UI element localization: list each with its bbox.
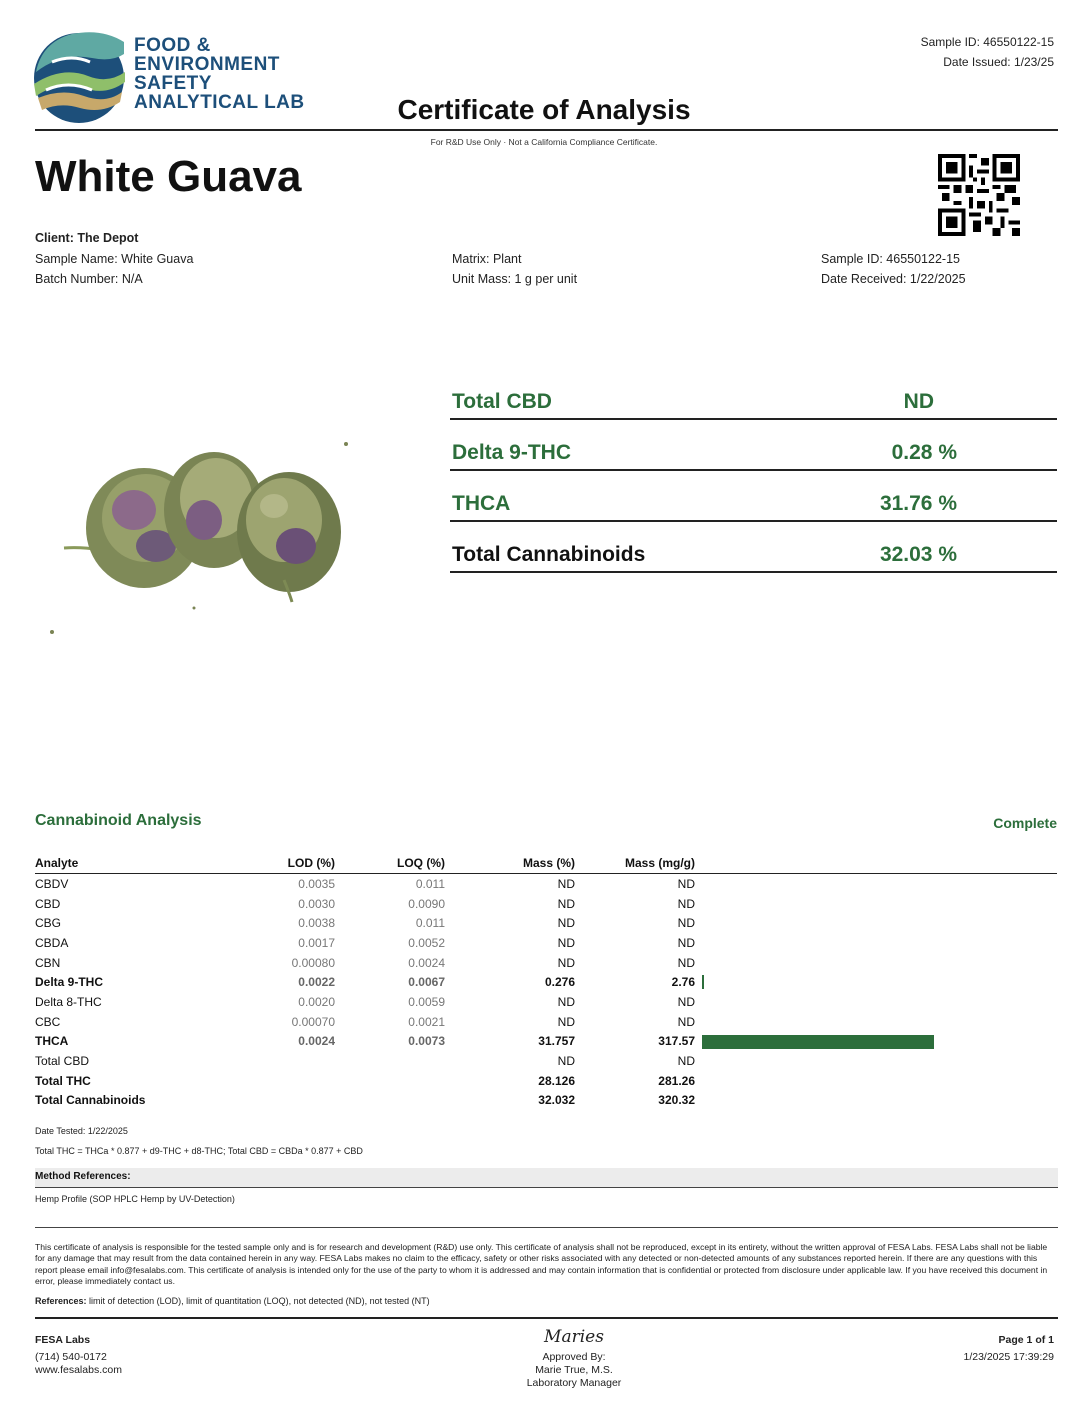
cell-bar (695, 953, 1057, 973)
table-row (35, 913, 1057, 933)
concentration-bar (702, 975, 704, 989)
cell-mass-pct: ND (557, 994, 575, 1009)
cell-lod: 0.00070 (291, 1014, 335, 1029)
summary-value: 31.76 % (879, 492, 957, 515)
table-row (35, 1071, 1057, 1091)
cell-analyte: Total THC (35, 1073, 91, 1088)
cell-lod: 0.0030 (298, 896, 335, 911)
cell-bar (695, 1051, 1057, 1071)
cell-loq: 0.011 (415, 876, 445, 891)
cell-lod: 0.0024 (298, 1034, 335, 1049)
cell-bar (695, 933, 1057, 953)
summary-label: THCA (452, 492, 511, 515)
cell-mass-mg: ND (677, 896, 695, 911)
cell-lod (235, 1051, 335, 1071)
cell-analyte: CBN (35, 955, 61, 970)
title-divider (35, 129, 1058, 131)
logo-line: SAFETY (134, 73, 212, 94)
table-row (35, 1012, 1057, 1032)
cell-lod: 0.0020 (298, 994, 335, 1009)
logo-line: ANALYTICAL LAB (134, 92, 305, 113)
cannabis-bud-illustration (34, 310, 374, 780)
method-references-heading (35, 1168, 1058, 1188)
cell-analyte: CBDA (35, 935, 69, 950)
cell-mass-mg: ND (677, 916, 695, 931)
cell-mass-pct: 31.757 (538, 1034, 575, 1049)
summary-value: 32.03 % (879, 543, 957, 566)
page-title: Certificate of Analysis (397, 94, 691, 125)
client-name: Client: The Depot (35, 231, 139, 245)
cell-analyte: CBC (35, 1014, 61, 1029)
cell-bar (695, 1091, 1057, 1111)
cell-mass-mg: ND (677, 1054, 695, 1069)
table-row (35, 1032, 1057, 1052)
cell-mass-pct: ND (557, 916, 575, 931)
cell-lod: 0.0035 (298, 876, 335, 891)
page-number: Page 1 of 1 (998, 1334, 1054, 1346)
cell-analyte: Total CBD (35, 1054, 90, 1069)
col-header: LOD (%) (235, 855, 335, 874)
cell-mass-mg: 281.26 (658, 1073, 695, 1088)
table-row (35, 894, 1057, 914)
table-row (35, 972, 1057, 992)
table-row (35, 992, 1057, 1012)
col-header: LOQ (%) (335, 855, 445, 874)
table-header-row (35, 855, 1057, 874)
cell-mass-pct: ND (557, 935, 575, 950)
legal-divider (35, 1227, 1058, 1228)
table-row (35, 933, 1057, 953)
cell-bar (695, 1071, 1057, 1091)
cell-bar (695, 894, 1057, 914)
cell-analyte: CBD (35, 896, 61, 911)
summary-row-total-cbd (450, 378, 1057, 420)
cell-mass-pct: 28.126 (538, 1073, 575, 1088)
references-line (35, 1296, 430, 1306)
approver-title: Laboratory Manager (526, 1377, 622, 1389)
cell-loq: 0.0024 (408, 955, 445, 970)
footer-website: www.fesalabs.com (35, 1364, 122, 1376)
cell-loq: 0.0021 (408, 1014, 445, 1029)
header-sample-id: Sample ID: 46550122-15 (920, 35, 1054, 49)
qr-code-icon (938, 154, 1020, 236)
footer-company: FESA Labs (35, 1334, 91, 1346)
summary-label: Delta 9-THC (452, 441, 572, 464)
references-text: limit of detection (LOD), limit of quantitation (LOQ), not detected (ND), not tested (NT) (89, 1296, 430, 1306)
cell-mass-mg: ND (677, 1014, 695, 1029)
cell-analyte: Total Cannabinoids (35, 1093, 146, 1108)
summary-label: Total CBD (452, 390, 552, 413)
cell-loq (335, 1051, 445, 1071)
cell-mass-pct: ND (557, 876, 575, 891)
col-header-bar (695, 855, 1057, 874)
cell-bar (695, 1032, 1057, 1052)
summary-row-delta9 (450, 429, 1057, 471)
summary-value: 0.28 % (891, 441, 957, 464)
cannabinoid-table (35, 855, 1057, 1110)
matrix: Matrix: Plant (452, 252, 522, 266)
cell-mass-mg: 2.76 (671, 975, 695, 990)
table-row (35, 953, 1057, 973)
cell-analyte: Delta 8-THC (35, 994, 102, 1009)
cell-analyte: CBG (35, 916, 62, 931)
cell-lod: 0.0022 (298, 975, 335, 990)
cell-analyte: Delta 9-THC (35, 975, 104, 990)
table-row (35, 1091, 1057, 1111)
analysis-title: Cannabinoid Analysis (35, 812, 202, 829)
summary-row-total-cannabinoids (450, 531, 1057, 573)
cell-mass-mg: ND (677, 955, 695, 970)
sample-name: Sample Name: White Guava (35, 252, 194, 266)
total-formula: Total THC = THCa * 0.877 + d9-THC + d8-THC; Total CBD = CBDa * 0.877 + CBD (35, 1146, 363, 1156)
cell-lod: 0.0017 (298, 935, 335, 950)
cell-mass-mg: 320.32 (658, 1093, 695, 1108)
cell-mass-pct: ND (557, 1014, 575, 1029)
col-header: Analyte (35, 855, 235, 874)
cell-lod: 0.0038 (298, 916, 335, 931)
date-received: Date Received: 1/22/2025 (821, 272, 966, 286)
product-name: White Guava (35, 152, 302, 201)
date-tested: Date Tested: 1/22/2025 (35, 1126, 128, 1136)
summary-label: Total Cannabinoids (452, 543, 646, 566)
cell-mass-mg: ND (677, 876, 695, 891)
method-heading-text: Method References: (35, 1171, 131, 1182)
cell-bar (695, 972, 1057, 992)
cell-loq: 0.0059 (408, 994, 445, 1009)
cell-bar (695, 992, 1057, 1012)
cell-mass-mg: ND (677, 994, 695, 1009)
cell-mass-pct: ND (557, 1054, 575, 1069)
summary-row-thca (450, 480, 1057, 522)
cell-bar (695, 913, 1057, 933)
batch-number: Batch Number: N/A (35, 272, 143, 286)
cell-loq (335, 1071, 445, 1091)
concentration-bar (702, 1035, 934, 1049)
cell-loq (335, 1091, 445, 1111)
unit-mass: Unit Mass: 1 g per unit (452, 272, 578, 286)
rd-disclaimer: For R&D Use Only · Not a California Compliance Certificate. (430, 137, 658, 147)
cell-mass-pct: 0.276 (544, 975, 575, 990)
col-header: Mass (%) (445, 855, 575, 874)
cell-loq: 0.0067 (408, 975, 445, 990)
approver-signature: Maries (544, 1327, 604, 1347)
cell-mass-mg: 317.57 (658, 1034, 695, 1049)
cell-analyte: THCA (35, 1034, 69, 1049)
cell-lod: 0.00080 (291, 955, 335, 970)
col-header: Mass (mg/g) (575, 855, 695, 874)
cell-mass-pct: ND (557, 896, 575, 911)
cell-mass-pct: 32.032 (538, 1093, 575, 1108)
footer-phone: (714) 540-0172 (35, 1351, 107, 1363)
cell-bar (695, 874, 1057, 894)
header-date-issued: Date Issued: 1/23/25 (943, 55, 1054, 69)
cell-loq: 0.0073 (408, 1034, 445, 1049)
summary-value: ND (903, 390, 934, 413)
analysis-status: Complete (993, 815, 1057, 831)
qr-code[interactable] (938, 154, 1020, 236)
cell-loq: 0.011 (415, 916, 445, 931)
footer-timestamp: 1/23/2025 17:39:29 (963, 1351, 1054, 1363)
approver-name: Marie True, M.S. (535, 1364, 613, 1376)
references-label: References: (35, 1296, 87, 1306)
sample-id: Sample ID: 46550122-15 (821, 252, 960, 266)
cell-loq: 0.0052 (408, 935, 445, 950)
cell-lod (235, 1071, 335, 1091)
cell-mass-pct: ND (557, 955, 575, 970)
cell-lod (235, 1091, 335, 1111)
table-row (35, 1051, 1057, 1071)
legal-disclaimer: This certificate of analysis is responsible for the tested sample only and is for research and development (R&D) use only. This certificate of analysis shall not be reproduced, except in its entirety, without the written approval of FESA Labs. FESA Labs shall not be liable for any damage that may result from the data contained herein in any way. FESA Labs makes no claim to the efficacy, safety or other risks associated with any detected or non-detected amounts of any substances reported herein. If there are any questions with this report please email info@fesalabs.com. This certificate of analysis is intended only for the use of the party to whom it is addressed and may contain information that is confidential or protected from disclosure under applicable law. If you have received this document in error, please immediately contact us. (35, 1242, 1048, 1286)
cell-loq: 0.0090 (408, 896, 445, 911)
table-row (35, 874, 1057, 894)
product-photo (34, 310, 374, 780)
cell-analyte: CBDV (35, 876, 69, 891)
logo-line: ENVIRONMENT (134, 54, 280, 75)
logo-line: FOOD & (134, 35, 211, 56)
cell-bar (695, 1012, 1057, 1032)
cell-mass-mg: ND (677, 935, 695, 950)
footer-divider (35, 1317, 1058, 1319)
approved-by-label: Approved By: (542, 1351, 606, 1363)
method-reference: Hemp Profile (SOP HPLC Hemp by UV-Detection) (35, 1194, 235, 1204)
